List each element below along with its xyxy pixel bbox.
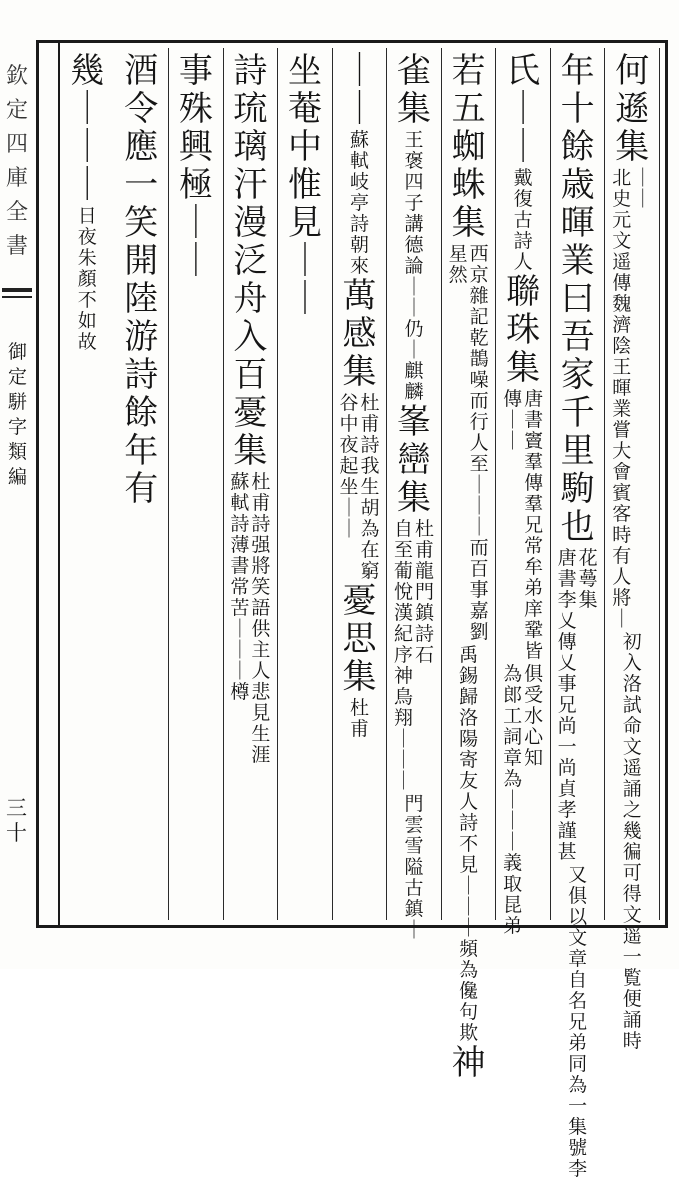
main-text: 事 殊 興 極 ｜ ｜ — [178, 51, 213, 281]
text-panel — [58, 42, 658, 1180]
annotation-text: 杜 甫 詩 我 生 胡 為 在 窮 — [360, 392, 380, 582]
annotation-text: 谷 中 夜 起 坐 ｜ ｜ — [339, 392, 359, 540]
annotation-text: 禹 錫 歸 洛 陽 寄 友 人 詩 不 見 ｜ ｜ ｜ 頻 為 儳 句 欺 — [459, 644, 479, 1044]
main-text: 何 遜 集 — [615, 51, 650, 167]
text-column — [60, 48, 115, 920]
margin-title-char: 庫 — [6, 166, 29, 191]
margin-library-title — [6, 60, 28, 264]
margin-book-char: 類 — [8, 441, 28, 463]
text-column — [496, 48, 551, 937]
text-column — [333, 48, 388, 920]
margin-book-title — [8, 340, 27, 490]
main-text: 幾 ｜ ｜ ｜ — [70, 51, 105, 205]
main-text: 峯 巒 集 — [397, 402, 432, 518]
margin-page-char: 三 — [6, 796, 27, 820]
main-text: 氏 ｜ ｜ — [506, 51, 541, 167]
margin-page-char: 十 — [6, 821, 27, 845]
annotation-text: 門 雲 雪 隘 古 鎮 ｜ — [404, 793, 424, 941]
main-text: ｜ ｜ — [342, 51, 377, 129]
main-text: 神 — [451, 1043, 486, 1083]
text-column — [387, 48, 442, 941]
text-column — [169, 48, 224, 920]
margin-book-char: 御 — [8, 341, 28, 363]
main-text: 雀 集 — [397, 51, 432, 129]
annotation-text: 杜 甫 詩 强 將 笑 語 供 主 人 悲 見 生 涯 — [251, 471, 271, 766]
annotation-text: 蘇 軾 詩 薄 書 常 苦 ｜ ｜ ｜ 樽 — [230, 471, 250, 703]
text-column — [224, 48, 279, 920]
annotation-text: 杜 甫 — [349, 697, 369, 740]
annotation-text: 日 夜 朱 顏 不 如 故 — [77, 205, 97, 353]
annotation-text: 為 郎 工 詞 章 為 ｜ ｜ ｜ 義 取 昆 弟 — [503, 663, 523, 937]
margin-title-char: 四 — [6, 132, 29, 157]
annotation-text: 戴 復 古 詩 人 — [513, 167, 533, 273]
text-column — [442, 48, 497, 1083]
main-text: 坐 菴 中 惟 見 ｜ ｜ — [287, 51, 322, 319]
fish-tail-line — [2, 296, 32, 298]
text-column — [605, 48, 660, 1052]
margin-book-char: 定 — [8, 366, 28, 388]
annotation-text: 王 褒 四 子 講 德 論 ｜ ｜ 仍 ｜ 麒 麟 — [404, 129, 424, 403]
main-text: 年 十 餘 歳 暉 業 曰 吾 家 千 里 駒 也 — [560, 51, 595, 547]
annotation-text: 自 至 葡 悅 漢 紀 序 神 鳥 翔 ｜ ｜ ｜ — [394, 518, 414, 792]
text-column — [115, 48, 170, 920]
main-text: 萬 感 集 — [342, 276, 377, 392]
text-column — [551, 48, 606, 1180]
annotation-text: 杜 甫 龍 門 鎮 詩 石 — [415, 518, 435, 666]
margin-page-number — [6, 796, 27, 846]
margin-book-char: 字 — [8, 416, 28, 438]
annotation-text: 星 然 — [448, 243, 468, 286]
main-text: 若 五 蜘 蛛 集 — [451, 51, 486, 243]
margin-book-char: 編 — [8, 466, 28, 488]
annotation-text: 又 俱 以 文 章 自 名 兄 弟 同 為 一 集 號 李 — [568, 864, 588, 1180]
annotation-text: 唐 書 竇 羣 傳 羣 兄 常 牟 弟 庠 鞏 皆 — [524, 388, 544, 662]
annotation-text: 傳 ｜ ｜ — [503, 388, 523, 452]
annotation-text: 西 京 雜 記 乾 鵲 噪 而 行 人 至 ｜ ｜ ｜ 而 百 事 嘉 劉 — [469, 243, 489, 643]
annotation-text: 花 蕚 集 — [578, 547, 598, 611]
main-text: 詩 琉 璃 汗 漫 泛 舟 入 — [233, 51, 268, 357]
page-margin-strip — [0, 40, 36, 928]
main-text: 酒 令 應 一 笑 開 陸 游 詩 餘 年 有 — [124, 51, 159, 509]
margin-title-char: 定 — [6, 98, 29, 123]
annotation-text: 初 入 洛 試 命 文 遥 誦 之 幾 徧 可 得 文 遥 一 覧 便 誦 時 — [622, 631, 642, 1052]
annotation-text: ｜ ｜ — [633, 167, 653, 210]
annotation-text: 俱 受 水 心 知 — [524, 663, 544, 769]
annotation-text: 唐 書 李 乂 傳 乂 事 兄 尚 一 尚 貞 孝 謹 甚 — [557, 547, 577, 863]
margin-title-char: 書 — [6, 234, 29, 259]
text-column — [278, 48, 333, 920]
main-text: 百 憂 集 — [233, 355, 268, 471]
main-text: 憂 思 集 — [342, 581, 377, 697]
main-text: 聯 珠 集 — [506, 272, 541, 388]
fish-tail-mark — [2, 288, 32, 292]
annotation-text: 北 史 元 文 遥 傳 魏 濟 陰 王 暉 業 嘗 大 會 賓 客 時 有 人 將 ｜ — [612, 167, 632, 630]
annotation-text: 蘇 軾 岐 亭 詩 朝 來 — [349, 129, 369, 277]
margin-title-char: 全 — [6, 200, 29, 225]
margin-title-char: 欽 — [6, 64, 29, 89]
margin-book-char: 駢 — [8, 391, 28, 413]
